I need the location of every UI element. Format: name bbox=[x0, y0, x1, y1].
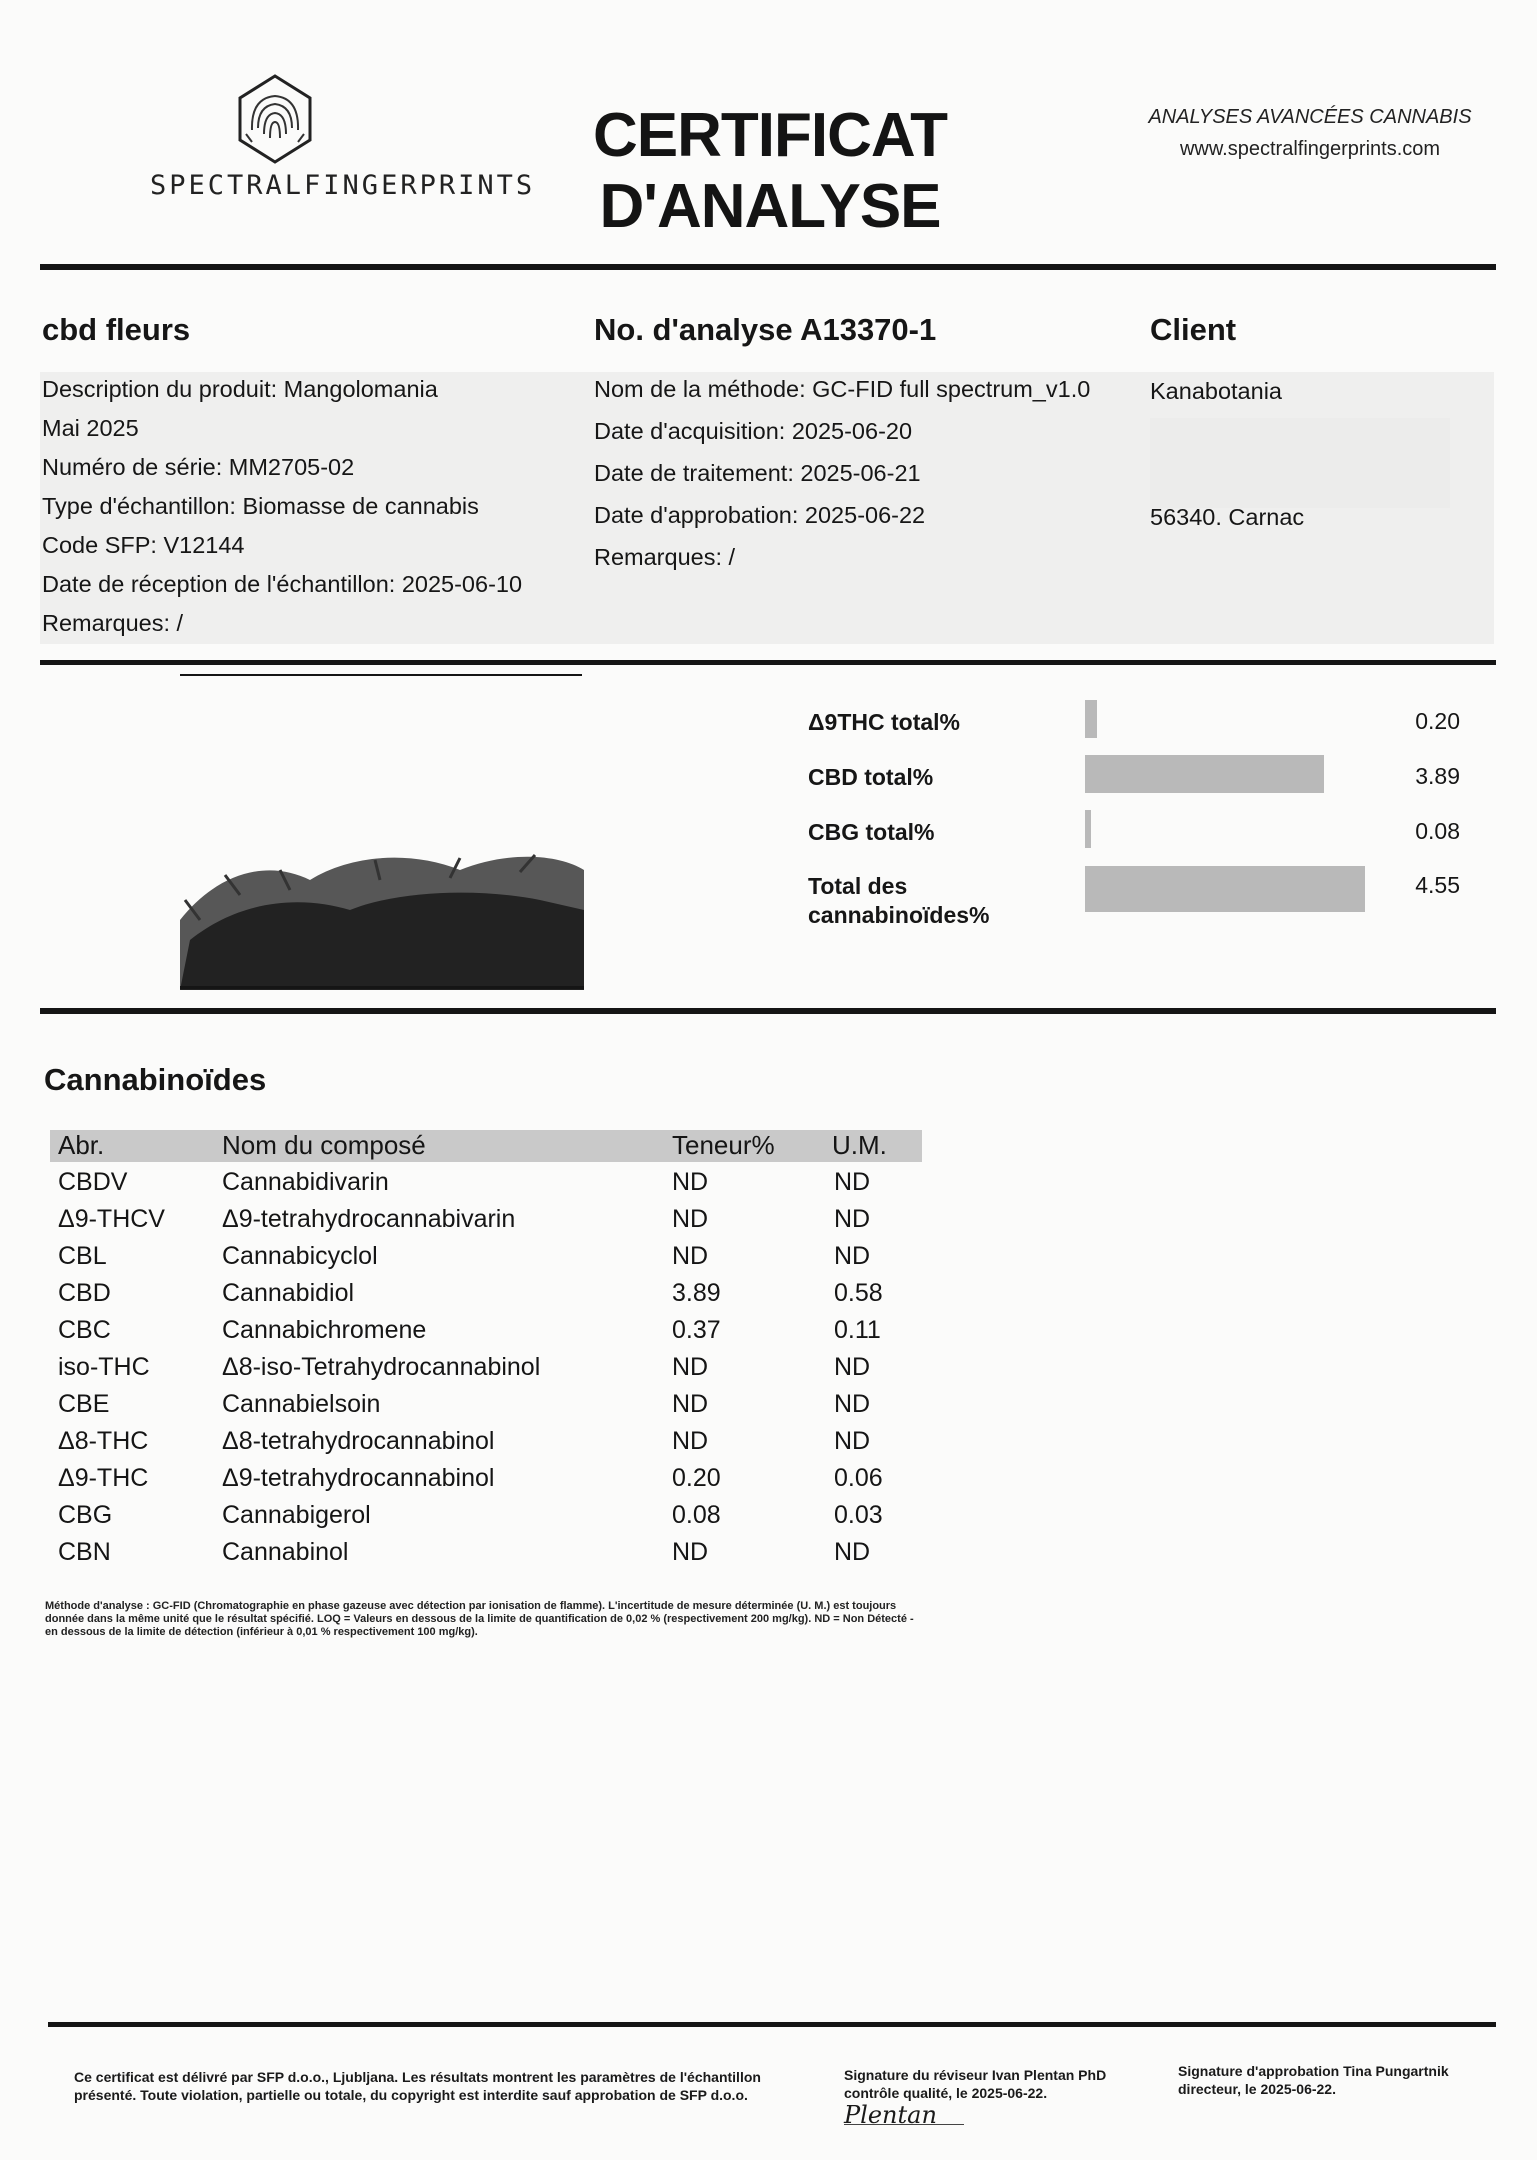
cell-um: ND bbox=[834, 1538, 871, 1566]
table-row bbox=[0, 1538, 940, 1575]
info-divider bbox=[40, 660, 1496, 665]
footer-divider bbox=[48, 2022, 1496, 2027]
table-row bbox=[0, 1501, 940, 1538]
cell-content: 0.20 bbox=[672, 1464, 721, 1492]
cell-abbr: CBL bbox=[58, 1242, 107, 1270]
table-row bbox=[0, 1427, 940, 1464]
cell-um: 0.58 bbox=[834, 1279, 883, 1307]
acquisition-date: Date d'acquisition: 2025-06-20 bbox=[594, 418, 913, 444]
approver-signature-block bbox=[1178, 2062, 1478, 2098]
website-link[interactable]: www.spectralfingerprints.com bbox=[1179, 138, 1441, 160]
cell-name: Cannabielsoin bbox=[222, 1390, 381, 1418]
brand-tagline: ANALYSES AVANCÉES CANNABIS bbox=[1148, 106, 1472, 128]
summary-label: CBD total% bbox=[808, 764, 934, 790]
cell-abbr: CBD bbox=[58, 1279, 111, 1307]
table-row bbox=[0, 1316, 940, 1353]
table-row bbox=[0, 1168, 940, 1205]
cell-content: ND bbox=[672, 1538, 709, 1566]
cell-name: Cannabicyclol bbox=[222, 1242, 378, 1270]
cell-name: Cannabigerol bbox=[222, 1501, 371, 1529]
column-header-abbr: Abr. bbox=[58, 1130, 105, 1160]
reviewer-name: Signature du réviseur Ivan Plentan PhD bbox=[844, 2067, 1107, 2083]
header-divider bbox=[40, 264, 1496, 270]
summary-bar bbox=[1085, 810, 1091, 848]
cell-name: Δ8-tetrahydrocannabinol bbox=[222, 1427, 495, 1455]
cell-um: 0.11 bbox=[834, 1316, 881, 1344]
reviewer-date: contrôle qualité, le 2025-06-22. bbox=[844, 2085, 1048, 2101]
cell-abbr: Δ9-THC bbox=[58, 1464, 149, 1492]
cell-name: Cannabichromene bbox=[222, 1316, 427, 1344]
column-header-um: U.M. bbox=[832, 1130, 887, 1160]
cell-um: ND bbox=[834, 1427, 871, 1455]
analysis-info bbox=[594, 312, 1091, 570]
cell-content: ND bbox=[672, 1242, 709, 1270]
client-info bbox=[1150, 312, 1305, 530]
approver-name: Signature d'approbation Tina Pungartnik bbox=[1178, 2063, 1449, 2079]
approval-date: Date d'approbation: 2025-06-22 bbox=[594, 502, 926, 528]
client-name: Kanabotania bbox=[1150, 378, 1282, 404]
client-heading: Client bbox=[1150, 312, 1237, 347]
product-heading: cbd fleurs bbox=[42, 312, 191, 347]
client-address-redacted bbox=[1150, 418, 1450, 508]
cell-content: ND bbox=[672, 1168, 709, 1196]
reviewer-signature-block bbox=[844, 2066, 1144, 2129]
cell-abbr: CBDV bbox=[58, 1168, 128, 1196]
cell-abbr: iso-THC bbox=[58, 1353, 150, 1381]
sfp-code: Code SFP: V12144 bbox=[42, 532, 245, 558]
cell-abbr: CBC bbox=[58, 1316, 111, 1344]
summary-divider bbox=[40, 1008, 1496, 1014]
column-header-content: Teneur% bbox=[672, 1130, 775, 1160]
table-row bbox=[0, 1242, 940, 1279]
cell-content: 0.08 bbox=[672, 1501, 721, 1529]
cell-name: Cannabidiol bbox=[222, 1279, 355, 1307]
column-header-name: Nom du composé bbox=[222, 1130, 426, 1160]
serial-number: Numéro de série: MM2705-02 bbox=[42, 454, 355, 480]
client-city: 56340. Carnac bbox=[1150, 504, 1305, 530]
cell-name: Δ8-iso-Tetrahydrocannabinol bbox=[222, 1353, 541, 1381]
summary-label: Total des cannabinoïdes% bbox=[808, 873, 990, 928]
footer-disclaimer: Ce certificat est délivré par SFP d.o.o., Ljubljana. Les résultats montrent les paramètres de l'échantillon présenté. Toute violation, partielle ou totale, du copyright est interdite sauf approbation de SFP d.o.o. bbox=[74, 2069, 761, 2103]
cell-abbr: Δ9-THCV bbox=[58, 1205, 165, 1233]
cell-um: 0.06 bbox=[834, 1464, 883, 1492]
cell-name: Cannabinol bbox=[222, 1538, 349, 1566]
summary-label: Δ9THC total% bbox=[808, 709, 960, 735]
photo-top-line bbox=[180, 674, 582, 676]
sample-type: Type d'échantillon: Biomasse de cannabis bbox=[42, 493, 479, 519]
cell-content: 0.37 bbox=[672, 1316, 721, 1344]
reception-date: Date de réception de l'échantillon: 2025-06-10 bbox=[42, 571, 523, 597]
summary-label: CBG total% bbox=[808, 819, 935, 845]
analysis-number: No. d'analyse A13370-1 bbox=[594, 312, 937, 347]
sample-photo bbox=[180, 800, 584, 990]
method-note: Méthode d'analyse : GC-FID (Chromatographie en phase gazeuse avec détection par ionisation de flamme). L'incertitude de mesure déterminée (U. M.) est toujours donnée dans la même unité que le résultat spécifié. LOQ = Valeurs en dessous de la limite de quantification de 0,02 % (respectivement 200 mg/kg). ND = Non Détecté - en dessous de la limite de détection (inférieur à 0,01 % respectivement 100 mg/kg). bbox=[45, 1600, 914, 1638]
cell-um: ND bbox=[834, 1205, 871, 1233]
summary-value: 3.89 bbox=[1415, 763, 1460, 789]
cell-um: ND bbox=[834, 1168, 871, 1196]
approver-date: directeur, le 2025-06-22. bbox=[1178, 2081, 1336, 2097]
cell-name: Δ9-tetrahydrocannabivarin bbox=[222, 1205, 516, 1233]
table-row bbox=[0, 1390, 940, 1427]
cell-content: 3.89 bbox=[672, 1279, 721, 1307]
cell-abbr: CBN bbox=[58, 1538, 111, 1566]
table-row bbox=[0, 1353, 940, 1390]
processing-date: Date de traitement: 2025-06-21 bbox=[594, 460, 921, 486]
cell-content: ND bbox=[672, 1390, 709, 1418]
reviewer-signature: Plentan bbox=[844, 2106, 964, 2125]
cell-name: Cannabidivarin bbox=[222, 1168, 389, 1196]
table-row bbox=[0, 1205, 940, 1242]
table-header bbox=[50, 1130, 922, 1162]
summary-value: 0.20 bbox=[1415, 708, 1460, 734]
analysis-remarks: Remarques: / bbox=[594, 544, 736, 570]
cell-content: ND bbox=[672, 1427, 709, 1455]
fingerprint-logo-icon bbox=[150, 68, 400, 168]
cell-um: ND bbox=[834, 1242, 871, 1270]
company-logo bbox=[150, 68, 536, 218]
cell-name: Δ9-tetrahydrocannabinol bbox=[222, 1464, 495, 1492]
table-row bbox=[0, 1279, 940, 1316]
product-description: Description du produit: Mangolomania bbox=[42, 376, 438, 402]
cell-um: ND bbox=[834, 1353, 871, 1381]
logo-wordmark: SPECTRALFINGERPRINTS bbox=[150, 170, 536, 201]
cell-um: 0.03 bbox=[834, 1501, 883, 1529]
page-title: CERTIFICAT D'ANALYSE bbox=[593, 101, 947, 241]
table-row bbox=[0, 1464, 940, 1501]
summary-panel bbox=[808, 700, 1468, 940]
summary-bar bbox=[1085, 700, 1097, 738]
cell-abbr: Δ8-THC bbox=[58, 1427, 149, 1455]
summary-value: 0.08 bbox=[1415, 818, 1460, 844]
product-info bbox=[42, 312, 523, 636]
cell-abbr: CBE bbox=[58, 1390, 110, 1418]
cell-content: ND bbox=[672, 1205, 709, 1233]
summary-value: 4.55 bbox=[1415, 872, 1460, 898]
cell-um: ND bbox=[834, 1390, 871, 1418]
method-name: Nom de la méthode: GC-FID full spectrum_v1.0 bbox=[594, 376, 1091, 402]
cannabinoids-heading: Cannabinoïdes bbox=[44, 1062, 267, 1097]
cell-abbr: CBG bbox=[58, 1501, 113, 1529]
product-remarks: Remarques: / bbox=[42, 610, 184, 636]
product-date: Mai 2025 bbox=[42, 415, 139, 441]
cell-content: ND bbox=[672, 1353, 709, 1381]
